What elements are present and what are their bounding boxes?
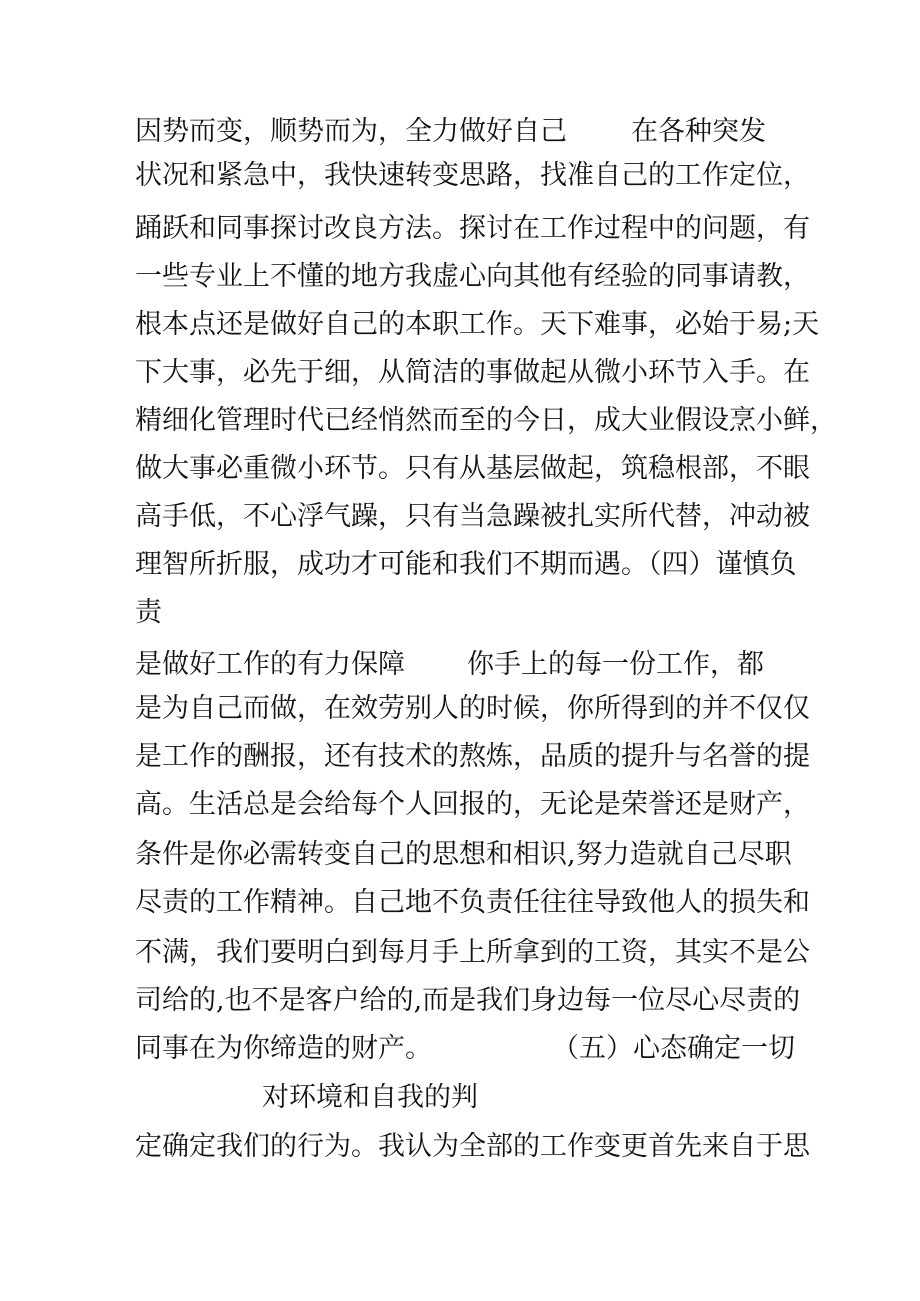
text-line: [135, 647, 764, 683]
text-line: 根本点还是做好自己的本职工作。天下难事，必始于易;天: [135, 309, 820, 340]
text-line: 下大事，必先于细，从简洁的事做起从微小环节入手。在: [135, 357, 810, 388]
text-line: 高手低，不心浮气躁，只有当急躁被扎实所代替，冲动被: [135, 501, 810, 532]
text-line: 是工作的酬报，还有技术的熬炼，品质的提升与名誉的提: [135, 741, 810, 772]
text-line: 精细化管理时代已经悄然而至的今日，成大业假设烹小鲜，: [135, 405, 837, 436]
text-line: 是为自己而做，在效劳别人的时候，你所得到的并不仅仅: [135, 693, 810, 724]
text-line: 理智所折服，成功才可能和我们不期而遇。（四）谨慎负: [135, 549, 797, 580]
text-segment: 你手上的每一份工作，都: [467, 649, 764, 680]
text-segment: 因势而变，顺势而为，全力做好自己: [135, 116, 567, 147]
text-line: 状况和紧急中，我快速转变思路，找准自己的工作定位，: [135, 160, 810, 191]
text-line: 做大事必重微小环节。只有从基层做起，筑稳根部，不眼: [135, 453, 810, 484]
text-segment: 是做好工作的有力保障: [135, 649, 405, 680]
text-line: 尽责的工作精神。自己地不负责任往往导致他人的损失和: [135, 887, 810, 918]
text-line: [135, 1031, 795, 1067]
text-line: [135, 114, 766, 150]
text-line: 责: [135, 597, 162, 628]
text-line: 高。生活总是会给每个人回报的，无论是荣誉还是财产，: [135, 789, 810, 820]
text-segment: 同事在为你缔造的财产。: [135, 1033, 432, 1064]
text-line: 条件是你必需转变自己的思想和相识,努力造就自己尽职: [135, 839, 792, 870]
text-segment: （五）心态确定一切: [552, 1033, 795, 1064]
text-segment: 在各种突发: [631, 116, 766, 147]
text-line: 定确定我们的行为。我认为全部的工作变更首先来自于思: [135, 1131, 810, 1162]
text-line: 司给的,也不是客户给的,而是我们身边每一位尽心尽责的: [135, 985, 801, 1016]
text-line: 不满，我们要明白到每月手上所拿到的工资，其实不是公: [135, 937, 810, 968]
text-line: 一些专业上不懂的地方我虚心向其他有经验的同事请教，: [135, 261, 810, 292]
text-line: 踊跃和同事探讨改良方法。探讨在工作过程中的问题，有: [135, 213, 810, 244]
text-line: 对环境和自我的判: [262, 1082, 478, 1113]
